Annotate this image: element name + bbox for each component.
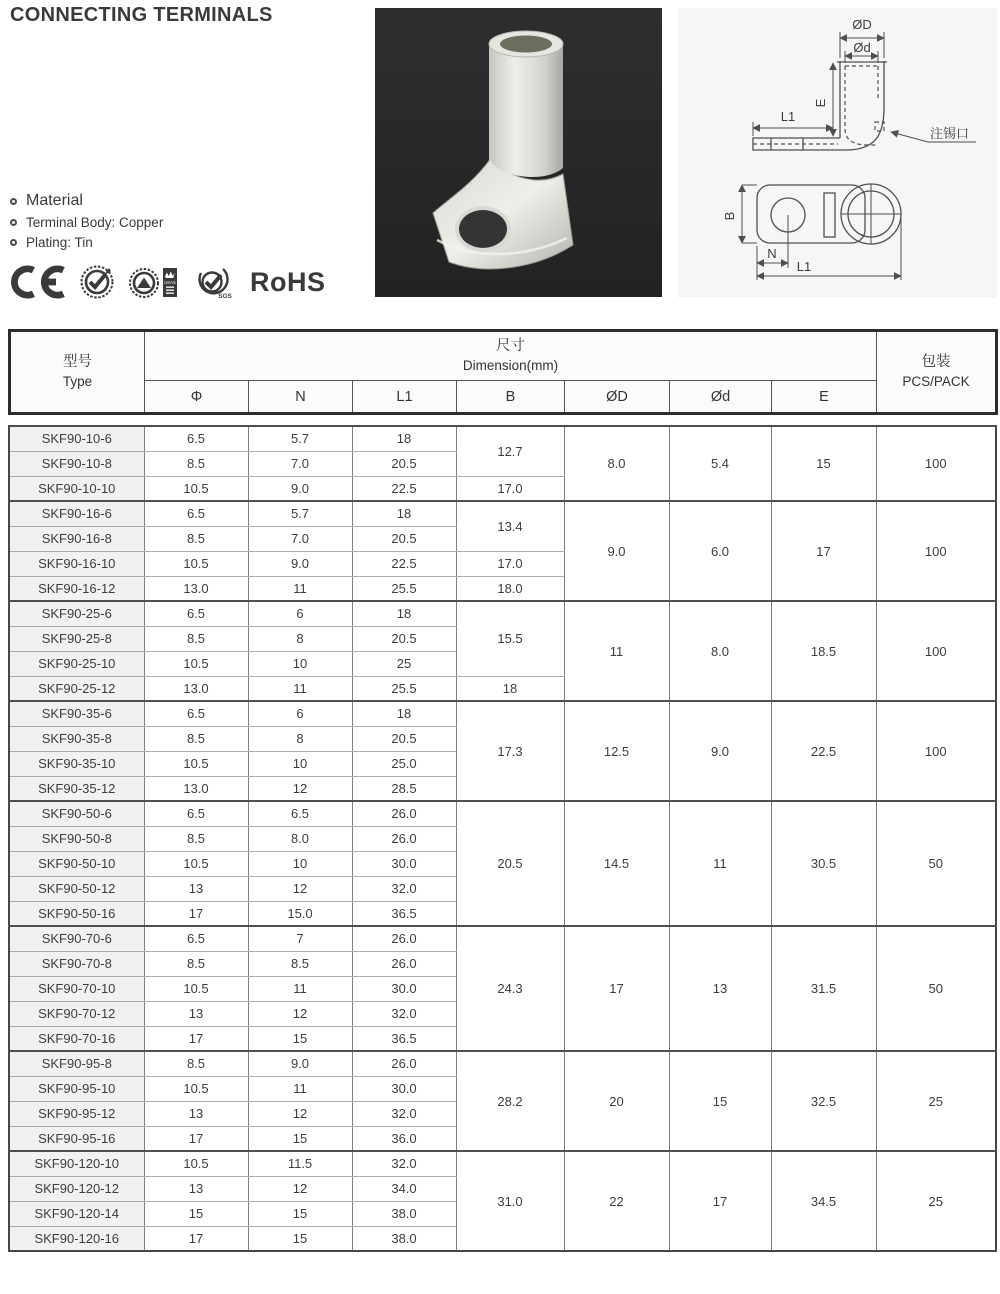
cell-b: 17.0 xyxy=(456,476,564,501)
cell-id: 13 xyxy=(669,926,771,1051)
header-type-en: Type xyxy=(62,373,93,389)
table-row xyxy=(9,701,996,726)
cell-n: 12 xyxy=(248,1176,352,1201)
cell-phi: 8.5 xyxy=(144,726,248,751)
cell-l1: 34.0 xyxy=(352,1176,456,1201)
cell-b: 31.0 xyxy=(456,1151,564,1251)
cell-l1: 22.5 xyxy=(352,476,456,501)
cell-pack: 100 xyxy=(876,426,996,501)
cell-phi: 13.0 xyxy=(144,576,248,601)
cell-n: 6 xyxy=(248,601,352,626)
cell-l1: 26.0 xyxy=(352,801,456,826)
cell-l1: 30.0 xyxy=(352,851,456,876)
cell-type: SKF90-16-10 xyxy=(9,551,144,576)
cell-phi: 10.5 xyxy=(144,1076,248,1101)
cell-phi: 8.5 xyxy=(144,451,248,476)
cell-l1: 20.5 xyxy=(352,626,456,651)
header-pack xyxy=(877,331,997,414)
cell-l1: 30.0 xyxy=(352,1076,456,1101)
header-pack-cn: 包装 xyxy=(921,354,951,371)
cell-l1: 18 xyxy=(352,501,456,526)
cell-phi: 13.0 xyxy=(144,776,248,801)
cell-type: SKF90-50-10 xyxy=(9,851,144,876)
cell-type: SKF90-70-8 xyxy=(9,951,144,976)
bullet-icon xyxy=(10,219,17,226)
dim-l1-side-label: L1 xyxy=(780,109,796,124)
header-col-id: Ød xyxy=(670,381,772,414)
cell-type: SKF90-70-6 xyxy=(9,926,144,951)
cell-phi: 13 xyxy=(144,1101,248,1126)
cell-id: 6.0 xyxy=(669,501,771,601)
cell-pack: 100 xyxy=(876,701,996,801)
table-row xyxy=(9,926,996,951)
dim-b-label: B xyxy=(722,211,737,221)
cell-od: 9.0 xyxy=(564,501,669,601)
header-col-phi: Φ xyxy=(145,381,249,414)
cell-phi: 13 xyxy=(144,876,248,901)
cell-pack: 100 xyxy=(876,501,996,601)
spec-table-header xyxy=(8,329,998,415)
table-row xyxy=(9,1151,996,1176)
cell-type: SKF90-120-14 xyxy=(9,1201,144,1226)
material-heading: Material xyxy=(26,192,83,209)
cell-pack: 100 xyxy=(876,601,996,701)
header-type-cn: 型号 xyxy=(63,354,92,371)
cell-n: 8.0 xyxy=(248,826,352,851)
cell-e: 34.5 xyxy=(771,1151,876,1251)
cell-type: SKF90-16-12 xyxy=(9,576,144,601)
header-col-l1: L1 xyxy=(353,381,457,414)
dimension-diagram xyxy=(678,8,997,298)
cell-phi: 6.5 xyxy=(144,501,248,526)
dim-outer-diameter-label: ØD xyxy=(852,17,872,32)
cell-n: 12 xyxy=(248,1101,352,1126)
header-col-n: N xyxy=(249,381,353,414)
cell-phi: 13 xyxy=(144,1001,248,1026)
header-type xyxy=(10,331,145,414)
cell-pack: 50 xyxy=(876,801,996,926)
header-col-b: B xyxy=(457,381,565,414)
cell-b: 12.7 xyxy=(456,426,564,476)
cell-n: 6 xyxy=(248,701,352,726)
cell-phi: 10.5 xyxy=(144,551,248,576)
cell-n: 8 xyxy=(248,626,352,651)
cell-b: 18 xyxy=(456,676,564,701)
cell-l1: 36.5 xyxy=(352,901,456,926)
cell-l1: 32.0 xyxy=(352,1151,456,1176)
spec-table xyxy=(8,425,997,1252)
certification-logos xyxy=(8,262,326,302)
cell-n: 7.0 xyxy=(248,526,352,551)
header-dimension xyxy=(145,331,877,381)
bullet-icon xyxy=(10,239,17,246)
cell-n: 15.0 xyxy=(248,901,352,926)
cell-e: 17 xyxy=(771,501,876,601)
material-heading-row xyxy=(10,192,163,210)
cell-l1: 36.5 xyxy=(352,1026,456,1051)
cell-pack: 25 xyxy=(876,1151,996,1251)
cell-phi: 15 xyxy=(144,1201,248,1226)
cell-l1: 32.0 xyxy=(352,1101,456,1126)
cell-type: SKF90-16-6 xyxy=(9,501,144,526)
cell-type: SKF90-35-10 xyxy=(9,751,144,776)
cell-type: SKF90-10-8 xyxy=(9,451,144,476)
cell-l1: 20.5 xyxy=(352,526,456,551)
top-section xyxy=(0,0,1000,329)
cell-id: 17 xyxy=(669,1151,771,1251)
cell-od: 8.0 xyxy=(564,426,669,501)
cell-phi: 17 xyxy=(144,1026,248,1051)
cell-n: 9.0 xyxy=(248,551,352,576)
cell-phi: 6.5 xyxy=(144,701,248,726)
header-col-od: ØD xyxy=(565,381,670,414)
cell-l1: 18 xyxy=(352,426,456,451)
cell-phi: 6.5 xyxy=(144,801,248,826)
cell-pack: 50 xyxy=(876,926,996,1051)
cell-type: SKF90-70-16 xyxy=(9,1026,144,1051)
cell-l1: 38.0 xyxy=(352,1226,456,1251)
table-row xyxy=(9,501,996,526)
cell-id: 5.4 xyxy=(669,426,771,501)
ce-mark-icon xyxy=(8,265,66,299)
cell-l1: 22.5 xyxy=(352,551,456,576)
material-list xyxy=(10,192,163,255)
cell-type: SKF90-95-10 xyxy=(9,1076,144,1101)
cell-l1: 26.0 xyxy=(352,926,456,951)
cell-phi: 8.5 xyxy=(144,1051,248,1076)
dim-e-label: E xyxy=(813,98,828,108)
cell-n: 10 xyxy=(248,851,352,876)
material-item: Terminal Body: Copper xyxy=(26,215,164,230)
cell-b: 28.2 xyxy=(456,1051,564,1151)
cell-phi: 8.5 xyxy=(144,526,248,551)
cell-b: 20.5 xyxy=(456,801,564,926)
cell-phi: 10.5 xyxy=(144,851,248,876)
cell-id: 9.0 xyxy=(669,701,771,801)
cell-e: 22.5 xyxy=(771,701,876,801)
cell-phi: 10.5 xyxy=(144,976,248,1001)
iso-ukas-badge-icon xyxy=(128,264,180,300)
cell-phi: 8.5 xyxy=(144,626,248,651)
cell-l1: 30.0 xyxy=(352,976,456,1001)
cell-od: 11 xyxy=(564,601,669,701)
cell-l1: 36.0 xyxy=(352,1126,456,1151)
cell-e: 15 xyxy=(771,426,876,501)
cell-phi: 10.5 xyxy=(144,476,248,501)
page-title: CONNECTING TERMINALS xyxy=(10,4,273,26)
cell-phi: 10.5 xyxy=(144,651,248,676)
cell-n: 10 xyxy=(248,651,352,676)
cell-type: SKF90-10-6 xyxy=(9,426,144,451)
cell-id: 11 xyxy=(669,801,771,926)
cell-type: SKF90-10-10 xyxy=(9,476,144,501)
cell-type: SKF90-25-10 xyxy=(9,651,144,676)
cell-n: 15 xyxy=(248,1126,352,1151)
cell-b: 15.5 xyxy=(456,601,564,676)
cell-n: 11 xyxy=(248,676,352,701)
cell-od: 14.5 xyxy=(564,801,669,926)
cell-od: 17 xyxy=(564,926,669,1051)
spec-table-body xyxy=(9,426,996,1251)
cell-phi: 6.5 xyxy=(144,601,248,626)
terminal-photo-graphic xyxy=(375,8,662,297)
cell-n: 7 xyxy=(248,926,352,951)
sgs-label: SGS xyxy=(218,293,232,300)
cell-type: SKF90-35-12 xyxy=(9,776,144,801)
cell-n: 12 xyxy=(248,876,352,901)
cell-type: SKF90-35-8 xyxy=(9,726,144,751)
cell-l1: 26.0 xyxy=(352,951,456,976)
cell-od: 12.5 xyxy=(564,701,669,801)
cell-phi: 8.5 xyxy=(144,826,248,851)
cell-n: 5.7 xyxy=(248,501,352,526)
cell-e: 18.5 xyxy=(771,601,876,701)
cell-l1: 26.0 xyxy=(352,1051,456,1076)
cell-l1: 25 xyxy=(352,651,456,676)
material-item-row xyxy=(10,215,163,230)
cell-type: SKF90-95-8 xyxy=(9,1051,144,1076)
cell-b: 17.3 xyxy=(456,701,564,801)
ukas-label: UKAS xyxy=(164,280,176,285)
cell-phi: 8.5 xyxy=(144,951,248,976)
cell-pack: 25 xyxy=(876,1051,996,1151)
cell-b: 24.3 xyxy=(456,926,564,1051)
cell-l1: 28.5 xyxy=(352,776,456,801)
dim-n-label: N xyxy=(767,246,777,261)
cell-type: SKF90-95-12 xyxy=(9,1101,144,1126)
cell-l1: 20.5 xyxy=(352,726,456,751)
cell-phi: 6.5 xyxy=(144,426,248,451)
rohs-logo: RoHS xyxy=(250,266,326,297)
spec-table-section xyxy=(8,329,995,1252)
solder-port-label: 注锡口 xyxy=(930,126,970,141)
cell-n: 6.5 xyxy=(248,801,352,826)
cell-type: SKF90-50-8 xyxy=(9,826,144,851)
cell-n: 11.5 xyxy=(248,1151,352,1176)
table-row xyxy=(9,1051,996,1076)
cell-phi: 17 xyxy=(144,1126,248,1151)
cell-n: 12 xyxy=(248,776,352,801)
cell-od: 20 xyxy=(564,1051,669,1151)
cell-id: 15 xyxy=(669,1051,771,1151)
cell-e: 32.5 xyxy=(771,1051,876,1151)
cell-type: SKF90-70-10 xyxy=(9,976,144,1001)
quality-check-badge-icon xyxy=(79,264,115,300)
cell-l1: 25.0 xyxy=(352,751,456,776)
bullet-icon xyxy=(10,198,17,205)
dimension-diagram-graphic xyxy=(678,8,997,298)
cell-n: 11 xyxy=(248,576,352,601)
cell-b: 17.0 xyxy=(456,551,564,576)
cell-type: SKF90-50-12 xyxy=(9,876,144,901)
cell-phi: 17 xyxy=(144,901,248,926)
table-row xyxy=(9,601,996,626)
cell-id: 8.0 xyxy=(669,601,771,701)
cell-type: SKF90-70-12 xyxy=(9,1001,144,1026)
cell-l1: 25.5 xyxy=(352,676,456,701)
cell-type: SKF90-120-12 xyxy=(9,1176,144,1201)
cell-n: 9.0 xyxy=(248,1051,352,1076)
cell-n: 5.7 xyxy=(248,426,352,451)
material-item: Plating: Tin xyxy=(26,235,93,250)
header-dimension-cn: 尺寸 xyxy=(496,338,525,355)
cell-phi: 13 xyxy=(144,1176,248,1201)
cell-n: 8.5 xyxy=(248,951,352,976)
cell-l1: 18 xyxy=(352,601,456,626)
cell-n: 15 xyxy=(248,1201,352,1226)
cell-n: 11 xyxy=(248,976,352,1001)
cell-type: SKF90-25-12 xyxy=(9,676,144,701)
cell-l1: 38.0 xyxy=(352,1201,456,1226)
header-col-e: E xyxy=(772,381,877,414)
cell-l1: 32.0 xyxy=(352,876,456,901)
cell-b: 13.4 xyxy=(456,501,564,551)
table-row xyxy=(9,426,996,451)
cell-e: 30.5 xyxy=(771,801,876,926)
cell-type: SKF90-95-16 xyxy=(9,1126,144,1151)
cell-n: 12 xyxy=(248,1001,352,1026)
cell-phi: 10.5 xyxy=(144,751,248,776)
cell-od: 22 xyxy=(564,1151,669,1251)
cell-l1: 26.0 xyxy=(352,826,456,851)
cell-b: 18.0 xyxy=(456,576,564,601)
cell-type: SKF90-120-16 xyxy=(9,1226,144,1251)
cell-n: 10 xyxy=(248,751,352,776)
cell-phi: 17 xyxy=(144,1226,248,1251)
dim-l1-bottom-label: L1 xyxy=(796,259,812,274)
cell-n: 8 xyxy=(248,726,352,751)
cell-n: 9.0 xyxy=(248,476,352,501)
cell-n: 11 xyxy=(248,1076,352,1101)
cell-n: 15 xyxy=(248,1026,352,1051)
cell-type: SKF90-120-10 xyxy=(9,1151,144,1176)
material-item-row xyxy=(10,235,163,250)
cell-type: SKF90-25-6 xyxy=(9,601,144,626)
cell-type: SKF90-50-16 xyxy=(9,901,144,926)
cell-type: SKF90-25-8 xyxy=(9,626,144,651)
cell-phi: 10.5 xyxy=(144,1151,248,1176)
cell-l1: 18 xyxy=(352,701,456,726)
header-pack-en: PCS/PACK xyxy=(902,373,970,389)
cell-type: SKF90-16-8 xyxy=(9,526,144,551)
sgs-badge-icon xyxy=(193,263,237,301)
product-photo xyxy=(375,8,662,297)
cell-type: SKF90-35-6 xyxy=(9,701,144,726)
table-row xyxy=(9,801,996,826)
cell-l1: 32.0 xyxy=(352,1001,456,1026)
cell-l1: 25.5 xyxy=(352,576,456,601)
cell-type: SKF90-50-6 xyxy=(9,801,144,826)
cell-phi: 6.5 xyxy=(144,926,248,951)
dim-inner-diameter-label: Ød xyxy=(853,40,871,55)
cell-l1: 20.5 xyxy=(352,451,456,476)
cell-phi: 13.0 xyxy=(144,676,248,701)
cell-e: 31.5 xyxy=(771,926,876,1051)
header-dimension-en: Dimension(mm) xyxy=(462,357,559,373)
cell-n: 7.0 xyxy=(248,451,352,476)
cell-n: 15 xyxy=(248,1226,352,1251)
